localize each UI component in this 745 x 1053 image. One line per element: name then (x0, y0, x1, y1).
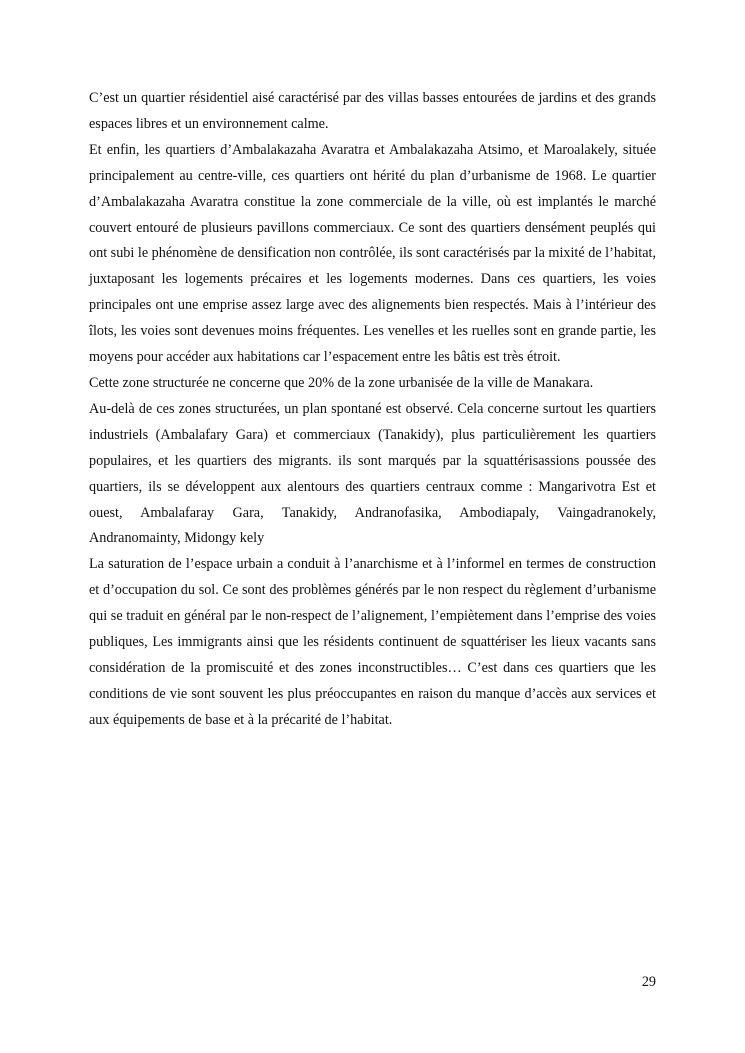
paragraph-structured-zone: Cette zone structurée ne concerne que 20% de la zone urbanisée de la ville de Manakara. (89, 374, 594, 391)
paragraph-spontaneous-plan: Au-delà de ces zones structurées, un plan spontané est observé. Cela concerne surtout les quartiers industriels (Ambalafary Gara) et commerciaux (Tanakidy), plus particulièrement les quartiers populaires, et les quartiers des migrants. ils sont marqués par la squattérisassions poussée des quartiers, ils se développent aux alentours des quartiers centraux comme : Mangarivotra Est et ouest, Ambalafaray Gara, Tanakidy, Andranofasika, Ambodiapaly, Vaingadranokely, Andranomainty, Midongy kely (89, 400, 656, 547)
body-text (89, 86, 656, 734)
paragraph-central-quarters: Et enfin, les quartiers d’Ambalakazaha Avaratra et Ambalakazaha Atsimo, et Maroalakely, située principalement au centre-ville, ces quartiers ont hérité du plan d’urbanisme de 1968. Le quartier d’Ambalakazaha Avaratra constitue la zone commerciale de la ville, où est implantés le marché couvert entouré de plusieurs pavillons commerciaux. Ce sont des quartiers densément peuplés qui ont subi le phénomène de densification non contrôlée, ils sont caractérisés par la mixité de l’habitat, juxtaposant les logements précaires et les logements modernes. Dans ces quartiers, les voies principales ont une emprise assez large avec des alignements bien respectés. Mais à l’intérieur des îlots, les voies sont devenues moins fréquentes. Les venelles et les ruelles sont en grande partie, les moyens pour accéder aux habitations car l’espacement entre les bâtis est très étroit. (89, 141, 656, 366)
paragraph-urban-saturation: La saturation de l’espace urbain a conduit à l’anarchisme et à l’informel en termes de construction et d’occupation du sol. Ce sont des problèmes générés par le non respect du règlement d’urbanisme qui se traduit en général par le non-respect de l’alignement, l’empiètement dans l’emprise des voies publiques, Les immigrants ainsi que les résidents continuent de squattériser les lieux vacants sans considération de la promiscuité et des zones inconstructibles… C’est dans ces quartiers que les conditions de vie sont souvent les plus préoccupantes en raison du manque d’accès aux services et aux équipements de base et à la précarité de l’habitat. (89, 556, 656, 728)
page-number: 29 (641, 974, 656, 990)
paragraph-residential-quarter: C’est un quartier résidentiel aisé caractérisé par des villas basses entourées de jardins et des grands espaces libres et un environnement calme. (89, 90, 656, 132)
